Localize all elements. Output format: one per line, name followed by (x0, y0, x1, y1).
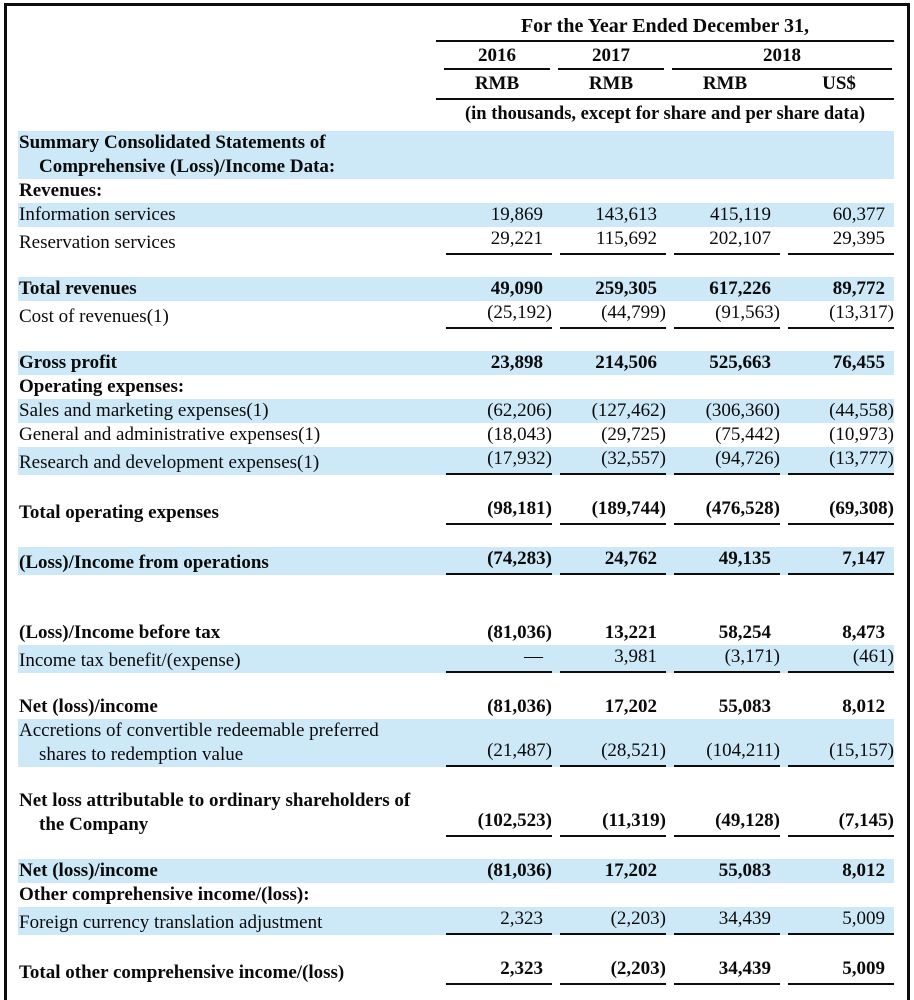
cell-2018-usd: 5,009 (788, 907, 894, 935)
row-label: Reservation services (19, 232, 176, 253)
cell-2018-usd: 7,147 (788, 547, 894, 575)
row-spacer (18, 525, 894, 547)
row-spacer (18, 673, 894, 695)
currency-rmb-2016: RMB (474, 73, 520, 94)
table-row (18, 497, 894, 525)
row-label: Sales and marketing expenses(1) (19, 400, 269, 421)
row-label: Total other comprehensive income/(loss) (19, 962, 345, 983)
row-label: Gross profit (19, 352, 117, 373)
header-columns (436, 14, 894, 127)
cell-2016-rmb: — (446, 645, 552, 673)
cell-2017-rmb: (127,462) (591, 400, 666, 421)
cell-2017-rmb: (28,521) (560, 739, 666, 767)
table-row (18, 131, 894, 179)
cell-2018-rmb: 58,254 (718, 622, 771, 643)
row-spacer (18, 475, 894, 497)
cell-2016-rmb: (102,523) (446, 809, 552, 837)
row-spacer (18, 575, 894, 621)
cell-2016-rmb: (18,043) (487, 424, 552, 445)
table-row (18, 277, 894, 301)
cell-2018-usd: 76,455 (832, 352, 885, 373)
cell-2018-rmb: (94,726) (674, 447, 780, 475)
row-label: General and administrative expenses(1) (19, 424, 321, 445)
units-note: (in thousands, except for share and per share data) (464, 104, 866, 124)
table-header (18, 14, 894, 127)
cell-2018-usd: 29,395 (788, 227, 894, 255)
cell-2017-rmb: 115,692 (560, 227, 666, 255)
cell-2017-rmb: 24,762 (560, 547, 666, 575)
cell-2018-usd: (13,777) (788, 447, 894, 475)
table-row (18, 789, 894, 837)
cell-2017-rmb: (29,725) (601, 424, 666, 445)
cell-2018-usd: 89,772 (832, 278, 885, 299)
table-row (18, 203, 894, 227)
table-row (18, 375, 894, 399)
cell-2017-rmb: 143,613 (595, 204, 657, 225)
cell-2017-rmb: (2,203) (560, 957, 666, 985)
cell-2017-rmb: 13,221 (604, 622, 657, 643)
cell-2018-usd: 60,377 (832, 204, 885, 225)
table-row (18, 957, 894, 985)
table-row (18, 447, 894, 475)
cell-2016-rmb: 2,323 (446, 907, 552, 935)
cell-2017-rmb: 3,981 (560, 645, 666, 673)
row-spacer (18, 329, 894, 351)
cell-2018-usd: 8,473 (842, 622, 885, 643)
table-row (18, 907, 894, 935)
cell-2018-rmb: 49,135 (674, 547, 780, 575)
cell-2018-rmb: 34,439 (674, 907, 780, 935)
table-row (18, 883, 894, 907)
table-row (18, 695, 894, 719)
row-label: Net (loss)/income (19, 860, 158, 881)
row-label: Cost of revenues(1) (19, 306, 169, 327)
row-label: Total operating expenses (19, 502, 219, 523)
table-row (18, 179, 894, 203)
cell-2018-rmb: (91,563) (674, 301, 780, 329)
cell-2018-rmb: 415,119 (709, 204, 771, 225)
row-label: Research and development expenses(1) (19, 452, 320, 473)
cell-2018-usd: (44,558) (829, 400, 894, 421)
cell-2016-rmb: (81,036) (487, 696, 552, 717)
row-label: Net (loss)/income (19, 696, 158, 717)
year-column-2016: 2016 (444, 44, 550, 70)
table-row (18, 351, 894, 375)
cell-2018-rmb: 55,083 (718, 860, 771, 881)
table-row (18, 645, 894, 673)
header-label-spacer (18, 14, 436, 127)
cell-2016-rmb: 49,090 (490, 278, 543, 299)
table-row (18, 859, 894, 883)
row-label: Information services (19, 204, 176, 225)
cell-2018-usd: (7,145) (788, 809, 894, 837)
cell-2018-rmb: (104,211) (674, 739, 780, 767)
cell-2017-rmb: (11,319) (560, 809, 666, 837)
cell-2016-rmb: (74,283) (446, 547, 552, 575)
cell-2018-usd: 5,009 (788, 957, 894, 985)
row-label: Revenues: (19, 180, 103, 201)
cell-2018-usd: (69,308) (788, 497, 894, 525)
table-row (18, 621, 894, 645)
row-label: (Loss)/Income before tax (19, 622, 221, 643)
cell-2017-rmb: (2,203) (560, 907, 666, 935)
cell-2016-rmb: (62,206) (487, 400, 552, 421)
cell-2018-usd: (15,157) (788, 739, 894, 767)
cell-2018-rmb: (476,528) (674, 497, 780, 525)
row-label: Operating expenses: (19, 376, 185, 397)
currency-rmb-2018: RMB (702, 73, 748, 94)
row-label: Income tax benefit/(expense) (19, 650, 241, 671)
cell-2016-rmb: (81,036) (487, 860, 552, 881)
cell-2018-usd: (461) (788, 645, 894, 673)
table-row (18, 227, 894, 255)
cell-2016-rmb: (98,181) (446, 497, 552, 525)
cell-2016-rmb: 19,869 (490, 204, 543, 225)
cell-2018-rmb: (75,442) (715, 424, 780, 445)
cell-2017-rmb: (32,557) (560, 447, 666, 475)
year-column-2017: 2017 (558, 44, 664, 70)
table-row (18, 547, 894, 575)
row-label: Summary Consolidated Statements of Comprehensive (Loss)/Income Data: (19, 132, 336, 177)
year-header-row (436, 44, 894, 70)
row-spacer (18, 837, 894, 859)
currency-usd-2018: US$ (822, 73, 856, 94)
row-spacer (18, 255, 894, 277)
row-label: Net loss attributable to ordinary shareholders of the Company (19, 790, 411, 835)
currency-header-row (436, 72, 894, 100)
cell-2018-rmb: 55,083 (718, 696, 771, 717)
table-row (18, 423, 894, 447)
cell-2018-rmb: (49,128) (674, 809, 780, 837)
cell-2018-rmb: (306,360) (705, 400, 780, 421)
cell-2016-rmb: (17,932) (446, 447, 552, 475)
year-column-2018: 2018 (672, 44, 892, 70)
row-label: Foreign currency translation adjustment (19, 912, 323, 933)
row-label: Other comprehensive income/(loss): (19, 884, 310, 905)
cell-2016-rmb: (21,487) (446, 739, 552, 767)
cell-2018-rmb: 202,107 (674, 227, 780, 255)
row-label: Accretions of convertible redeemable preferred shares to redemption value (19, 720, 379, 765)
cell-2018-rmb: (3,171) (674, 645, 780, 673)
cell-2018-rmb: 525,663 (709, 352, 771, 373)
cell-2018-rmb: 34,439 (674, 957, 780, 985)
table-row (18, 399, 894, 423)
cell-2016-rmb: 23,898 (490, 352, 543, 373)
table-row (18, 301, 894, 329)
cell-2016-rmb: 29,221 (446, 227, 552, 255)
cell-2018-usd: (13,317) (788, 301, 894, 329)
cell-2018-rmb: 617,226 (709, 278, 771, 299)
period-header: For the Year Ended December 31, (436, 14, 894, 42)
cell-2017-rmb: 17,202 (604, 696, 657, 717)
table-body (18, 131, 894, 985)
cell-2017-rmb: (189,744) (560, 497, 666, 525)
row-spacer (18, 767, 894, 789)
cell-2018-usd: 8,012 (842, 860, 885, 881)
currency-rmb-2017: RMB (588, 73, 634, 94)
cell-2018-usd: (10,973) (829, 424, 894, 445)
financial-statement-table (4, 3, 910, 1000)
table-row (18, 719, 894, 767)
cell-2016-rmb: 2,323 (446, 957, 552, 985)
cell-2016-rmb: (81,036) (487, 622, 552, 643)
row-label: Total revenues (19, 278, 137, 299)
cell-2017-rmb: 214,506 (595, 352, 657, 373)
row-label: (Loss)/Income from operations (19, 552, 269, 573)
row-spacer (18, 935, 894, 957)
cell-2017-rmb: (44,799) (560, 301, 666, 329)
cell-2018-usd: 8,012 (842, 696, 885, 717)
cell-2016-rmb: (25,192) (446, 301, 552, 329)
cell-2017-rmb: 17,202 (604, 860, 657, 881)
cell-2017-rmb: 259,305 (595, 278, 657, 299)
